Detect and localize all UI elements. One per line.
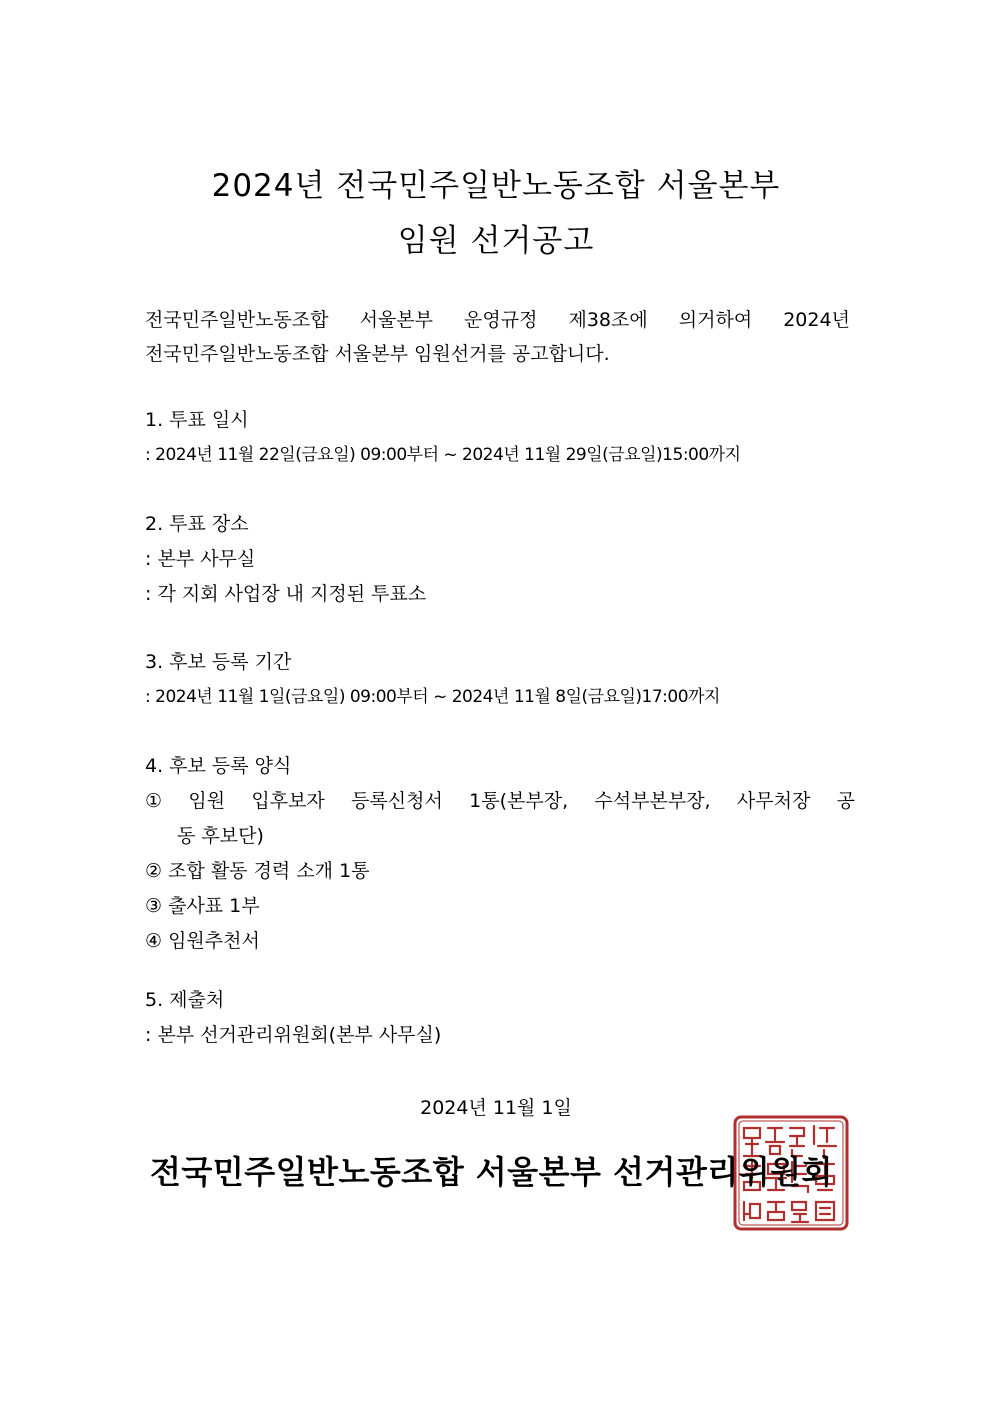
section-heading: 4. 후보 등록 양식 [145, 755, 292, 777]
intro-paragraph [145, 303, 850, 371]
organization-name: 전국민주일반노동조합 서울본부 선거관리위원회 [150, 1153, 833, 1191]
form-item-word: 사무처장 [736, 790, 811, 812]
intro-line-1 [145, 303, 850, 337]
intro-word: 제38조에 [568, 309, 648, 331]
document-title-line1: 2024년 전국민주일반노동조합 서울본부 [211, 168, 781, 204]
form-item-word: ① [145, 790, 163, 812]
form-item-1-continued: 동 후보단) [177, 825, 264, 847]
section-line: : 2024년 11월 1일(금요일) 09:00부터 ~ 2024년 11월 8일(금요일)17:00까지 [145, 687, 720, 707]
section-heading: 1. 투표 일시 [145, 409, 249, 431]
section-heading: 5. 제출처 [145, 989, 225, 1011]
form-item-word: 입후보자 [251, 790, 325, 812]
section-submission [145, 983, 855, 1053]
section-line: : 본부 선거관리위원회(본부 사무실) [145, 1024, 442, 1046]
form-item-word: 공 [836, 790, 855, 812]
form-item-word: 수석부본부장, [594, 790, 711, 812]
section-registration-period [145, 645, 855, 715]
form-item-4: ④ 임원추천서 [145, 930, 260, 952]
intro-word: 의거하여 [678, 309, 753, 331]
section-voting-time [145, 403, 855, 473]
form-item-word: 등록신청서 [351, 790, 443, 812]
intro-word: 2024년 [783, 309, 850, 331]
section-line: : 각 지회 사업장 내 지정된 투표소 [145, 583, 427, 605]
intro-word: 운영규정 [464, 309, 538, 331]
document-title-line2: 임원 선거공고 [397, 223, 595, 259]
section-heading: 2. 투표 장소 [145, 513, 249, 535]
section-registration-forms [145, 749, 855, 959]
intro-line-2: 전국민주일반노동조합 서울본부 임원선거를 공고합니다. [145, 343, 610, 365]
section-heading: 3. 후보 등록 기간 [145, 651, 292, 673]
form-item-3: ③ 출사표 1부 [145, 895, 260, 917]
section-line: : 2024년 11월 22일(금요일) 09:00부터 ~ 2024년 11월 29일(금요일)15:00까지 [145, 445, 741, 465]
announcement-date: 2024년 11월 1일 [420, 1097, 572, 1119]
form-item-2: ② 조합 활동 경력 소개 1통 [145, 860, 370, 882]
section-line: : 본부 사무실 [145, 548, 256, 570]
intro-word: 전국민주일반노동조합 [145, 309, 329, 331]
form-item-word: 1통(본부장, [469, 790, 569, 812]
form-item-1 [145, 784, 855, 819]
section-voting-place [145, 507, 855, 612]
intro-word: 서울본부 [359, 309, 433, 331]
form-item-word: 임원 [188, 790, 226, 812]
